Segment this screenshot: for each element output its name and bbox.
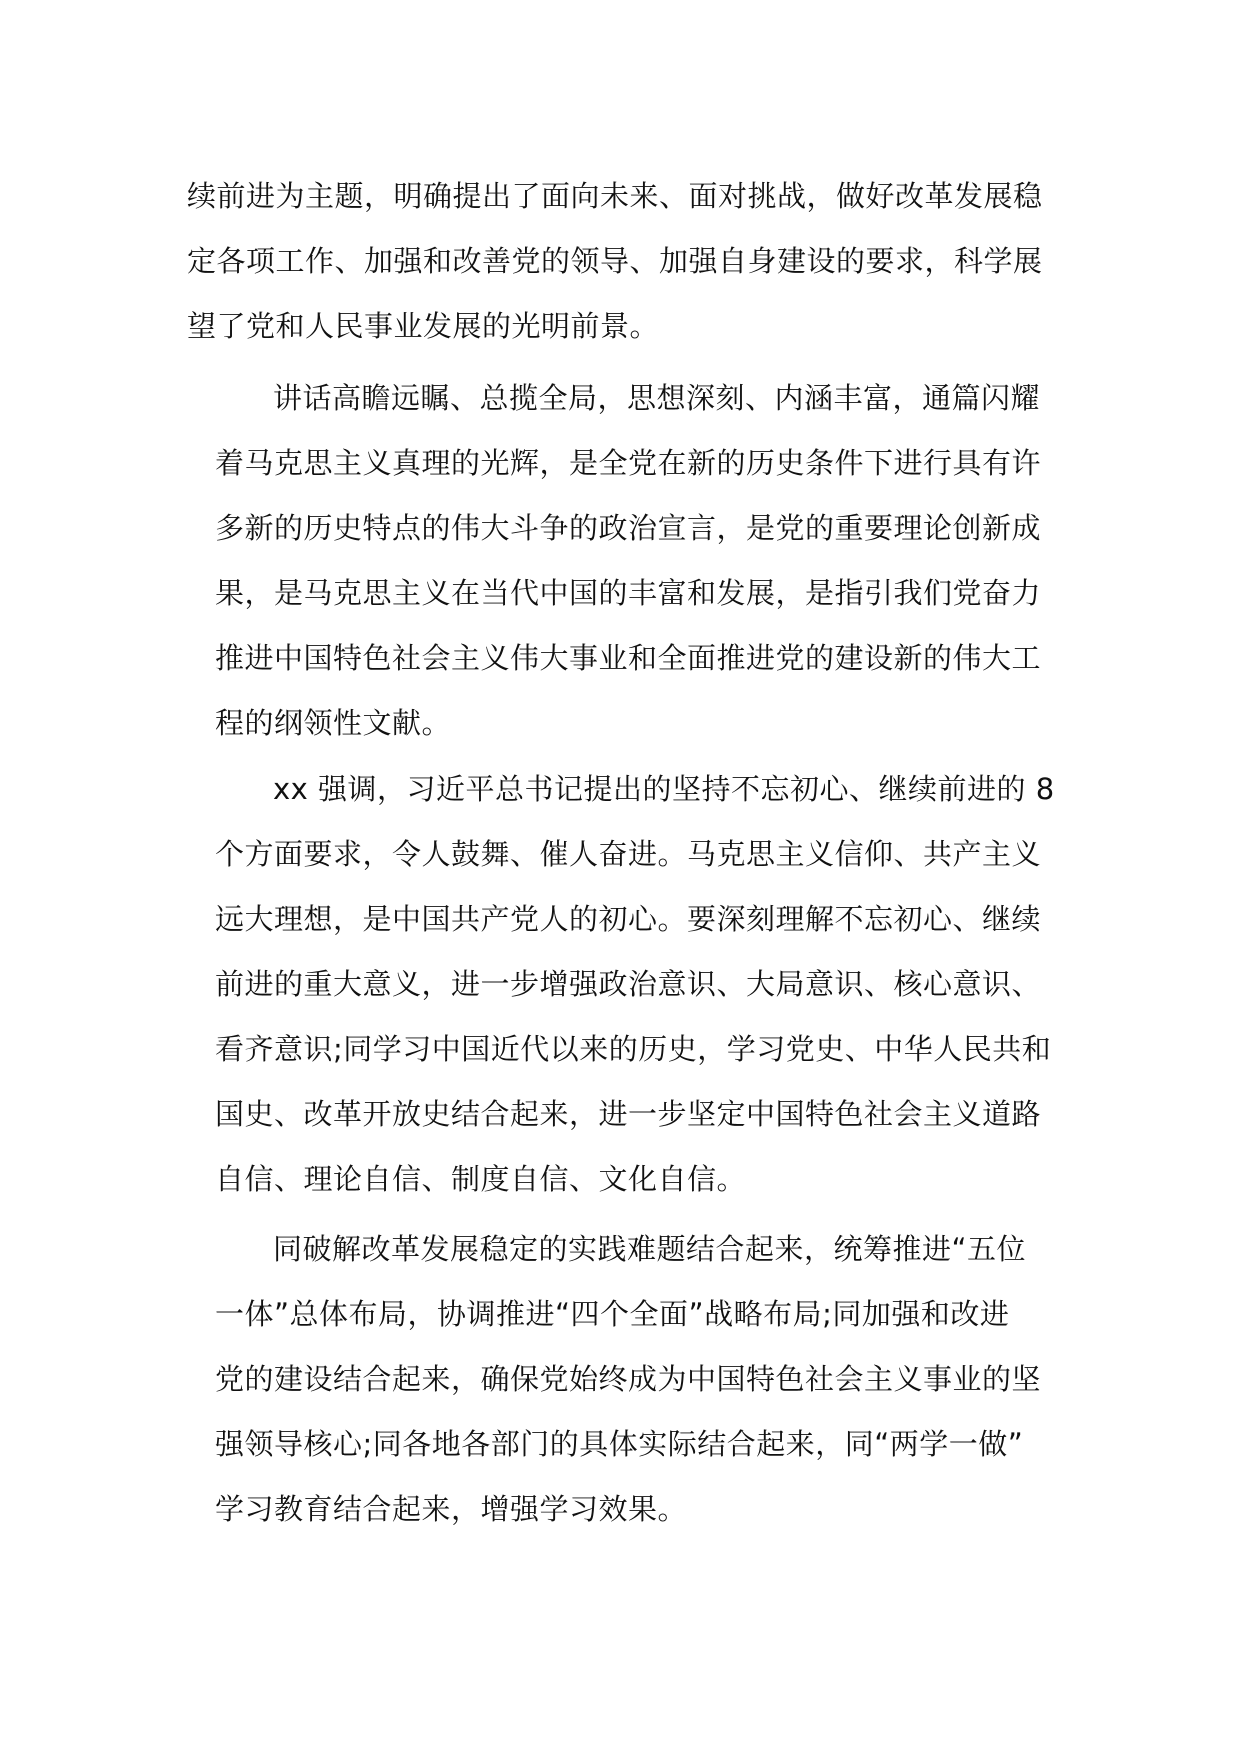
text-line: xx 强调，习近平总书记提出的坚持不忘初心、继续前进的 8 — [273, 772, 1055, 806]
text-line: 党的建设结合起来，确保党始终成为中国特色社会主义事业的坚 — [215, 1362, 1042, 1396]
text-line: 望了党和人民事业发展的光明前景。 — [187, 309, 660, 343]
text-line: 远大理想，是中国共产党人的初心。要深刻理解不忘初心、继续 — [215, 902, 1042, 936]
text-line: 国史、改革开放史结合起来，进一步坚定中国特色社会主义道路 — [215, 1097, 1042, 1131]
text-line: 一体”总体布局，协调推进“四个全面”战略布局;同加强和改进 — [215, 1297, 1010, 1331]
text-line: 讲话高瞻远瞩、总揽全局，思想深刻、内涵丰富，通篇闪耀 — [273, 381, 1041, 415]
text-line: 自信、理论自信、制度自信、文化自信。 — [215, 1162, 747, 1196]
paragraph-4 — [215, 1217, 1041, 1542]
text-line: 着马克思主义真理的光辉，是全党在新的历史条件下进行具有许 — [215, 446, 1042, 480]
text-line: 强领导核心;同各地各部门的具体实际结合起来，同“两学一做” — [215, 1427, 1024, 1461]
text-line: 续前进为主题，明确提出了面向未来、面对挑战，做好改革发展稳 — [187, 179, 1043, 213]
text-line: 果，是马克思主义在当代中国的丰富和发展，是指引我们党奋力 — [215, 576, 1042, 610]
text-line: 个方面要求，令人鼓舞、催人奋进。马克思主义信仰、共产主义 — [215, 837, 1042, 871]
paragraph-1 — [187, 164, 1043, 359]
text-line: 同破解改革发展稳定的实践难题结合起来，统筹推进“五位 — [273, 1232, 1027, 1266]
text-line: 学习教育结合起来，增强学习效果。 — [215, 1492, 688, 1526]
text-line: 程的纲领性文献。 — [215, 706, 452, 740]
paragraph-3 — [215, 757, 1055, 1212]
text-line: 前进的重大意义，进一步增强政治意识、大局意识、核心意识、 — [215, 967, 1042, 1001]
paragraph-2 — [215, 366, 1041, 756]
text-line: 定各项工作、加强和改善党的领导、加强自身建设的要求，科学展 — [187, 244, 1043, 278]
text-line: 多新的历史特点的伟大斗争的政治宣言，是党的重要理论创新成 — [215, 511, 1042, 545]
text-line: 看齐意识;同学习中国近代以来的历史，学习党史、中华人民共和 — [215, 1032, 1052, 1066]
text-line: 推进中国特色社会主义伟大事业和全面推进党的建设新的伟大工 — [215, 641, 1042, 675]
